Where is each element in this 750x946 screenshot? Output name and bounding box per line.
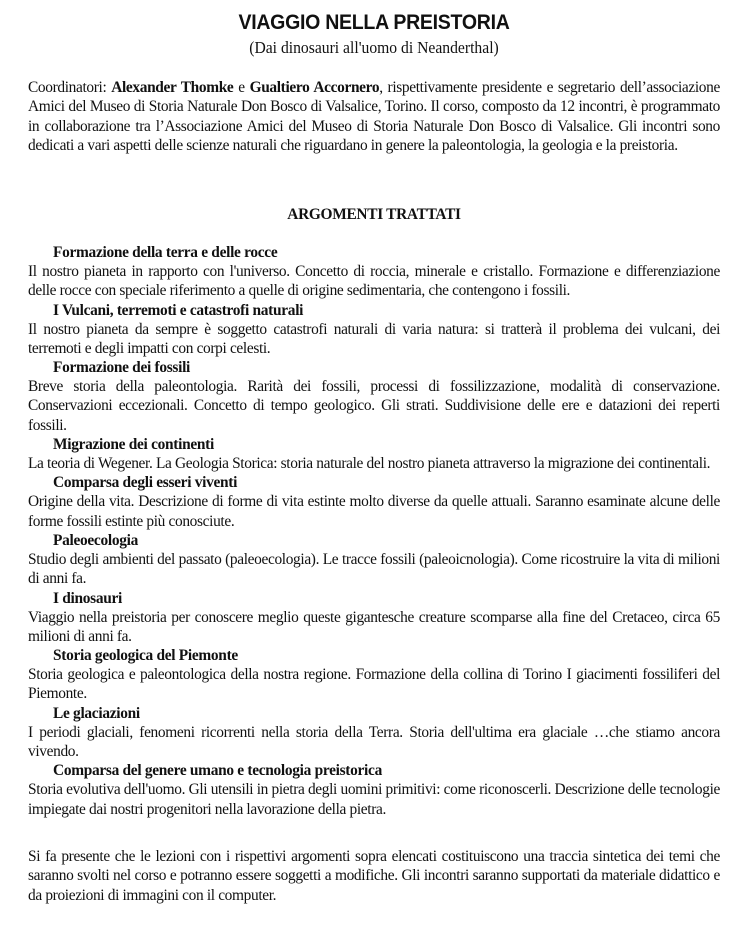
document-subtitle: (Dai dinosauri all'uomo di Neanderthal): [249, 38, 499, 57]
topic-body: Breve storia della paleontologia. Rarità dei fossili, processi di fossilizzazione, modalità di conservazione. Conservazioni eccezionali. Concetto di tempo geologico. Gli strati. Suddivisione delle ere e datazioni dei reperti fossili.: [28, 378, 720, 434]
topic-item: [28, 589, 720, 647]
topic-body: I periodi glaciali, fenomeni ricorrenti nella storia della Terra. Storia dell'ultima era glaciale …che stiamo ancora vivendo.: [28, 723, 720, 761]
topic-heading: I dinosauri: [53, 589, 122, 607]
topic-heading: I Vulcani, terremoti e catastrofi naturali: [53, 301, 304, 319]
topic-body: Origine della vita. Descrizione di forme di vita estinte molto diverse da quelle attuali. Saranno esaminate alcune delle forme fossili estinte più conosciute.: [28, 493, 720, 530]
topic-heading: Storia geologica del Piemonte: [53, 647, 238, 665]
topic-item: [28, 761, 720, 819]
topic-body: La teoria di Wegener. La Geologia Storica: storia naturale del nostro pianeta attraverso la migrazione dei continentali.: [28, 455, 711, 473]
closing-paragraph: Si fa presente che le lezioni con i rispettivi argomenti sopra elencati costituiscono una traccia sintetica dei temi che saranno svolti nel corso e potranno essere soggetti a modifiche. Gli incontri saranno supportati da materiale didattico e da proiezioni di immagini con il computer.: [28, 848, 720, 904]
topic-heading: Formazione della terra e delle rocce: [53, 244, 278, 261]
topic-heading: Paleoecologia: [53, 531, 138, 549]
topic-heading: Formazione dei fossili: [53, 359, 191, 377]
topic-item: [28, 473, 720, 531]
topic-body: Studio degli ambienti del passato (paleoecologia). Le tracce fossili (paleoicnologia). Come ricostruire la vita di milioni di anni fa.: [28, 550, 720, 588]
coordinator-name: Alexander Thomke: [111, 79, 234, 96]
topic-item: [28, 531, 720, 589]
topic-item: [28, 243, 720, 301]
topic-body: Viaggio nella preistoria per conoscere meglio queste gigantesche creature scomparse alla fine del Cretaceo, circa 65 milioni di anni fa.: [28, 608, 720, 645]
topic-heading: Comparsa degli esseri viventi: [53, 474, 238, 492]
intro-text: , rispettivamente presidente e segretario dell’associazione Amici del Museo di Storia Naturale Don Bosco di Valsalice, Torino. Il corso, composto da 12 incontri, è programmato in collaborazione tra l’Associazione Amici del Museo di Storia Naturale Don Bosco di Valsalice. Gli incontri sono dedicati a vari aspetti delle scienze naturali che riguardano in genere la paleontologia, la geologia e la preistoria.: [28, 79, 720, 154]
topic-item: [28, 358, 720, 435]
document-title: VIAGGIO NELLA PREISTORIA: [238, 11, 510, 34]
topics-list: [28, 243, 720, 819]
topic-body: Il nostro pianeta in rapporto con l'universo. Concetto di roccia, minerale e cristallo. Formazione e differenziazione delle rocce con speciale riferimento a quelle di origine sedimentaria, che contengono i fossili.: [28, 263, 720, 300]
topic-item: [28, 301, 720, 359]
topic-body: Storia geologica e paleontologica della nostra regione. Formazione della collina di Torino I giacimenti fossiliferi del Piemonte.: [28, 666, 720, 703]
topic-heading: Le glaciazioni: [53, 704, 140, 722]
coordinator-name: Gualtiero Accornero: [249, 79, 380, 96]
topic-heading: Comparsa del genere umano e tecnologia preistorica: [53, 762, 382, 780]
intro-paragraph: [28, 78, 720, 155]
topic-heading: Migrazione dei continenti: [53, 436, 214, 454]
topic-item: [28, 435, 720, 473]
intro-connector: e: [233, 79, 250, 96]
topic-item: [28, 646, 720, 704]
section-title: ARGOMENTI TRATTATI: [287, 206, 461, 223]
topic-body: Storia evolutiva dell'uomo. Gli utensili in pietra degli uomini primitivi: come riconoscerli. Descrizione delle tecnologie impiegate dai nostri progenitori nella lavorazione della pietra.: [28, 781, 720, 818]
intro-prefix: Coordinatori:: [28, 79, 112, 96]
topic-item: [28, 704, 720, 762]
topic-body: Il nostro pianeta da sempre è soggetto catastrofi naturali di varia natura: si tratterà il problema dei vulcani, dei terremoti e degli impatti con corpi celesti.: [28, 320, 720, 357]
